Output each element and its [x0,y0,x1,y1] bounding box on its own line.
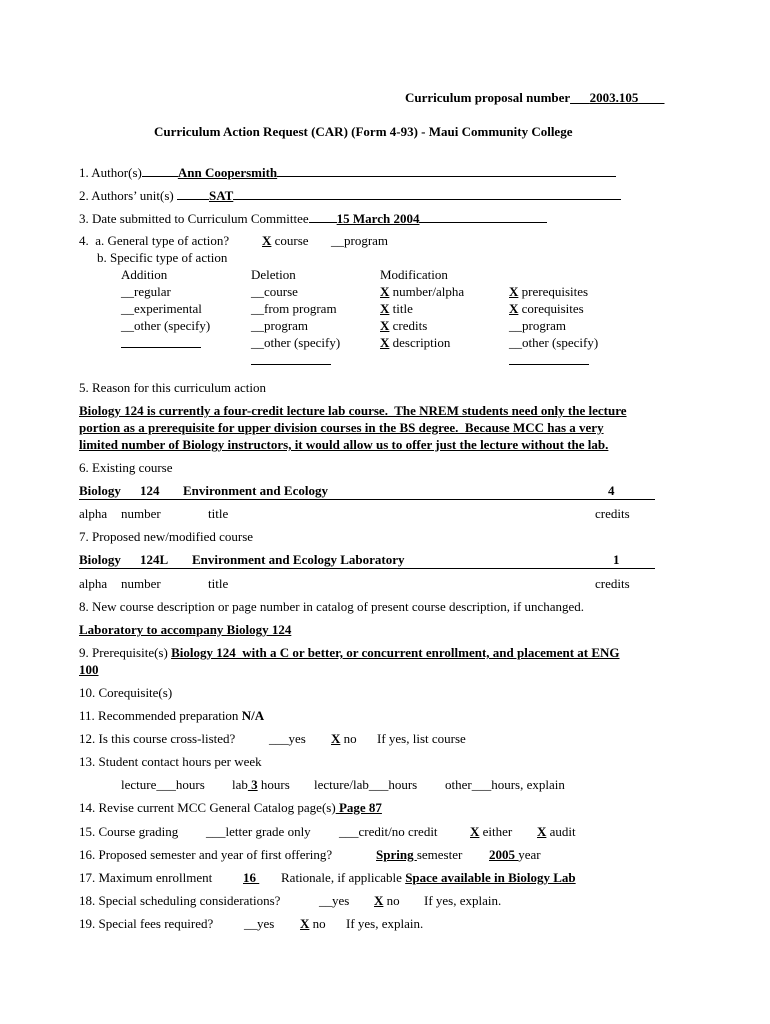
deletion-item: __other (specify) [251,335,341,350]
caption-alpha: alpha [79,576,108,591]
proposal-number-label: Curriculum proposal number [405,90,571,105]
grading-letter: ___letter grade only [206,824,311,839]
caption-title: title [208,506,229,521]
q4a-course: X course [262,233,309,248]
q19-yes: __yes [244,916,275,931]
semester-value: Spring semester [376,847,463,862]
deletion-item: __from program [251,301,337,316]
q2-line [79,187,621,204]
q14-line: 14. Revise current MCC General Catalog page(s) Page 87 [79,800,382,815]
col4-item: X corequisites [509,301,584,316]
q1-label: 1. Author(s) [79,165,142,180]
other-hours: other___hours, explain [445,777,565,792]
grading-either: X either [470,824,513,839]
q18-tail: If yes, explain. [424,893,502,908]
reason-line: portion as a prerequisite for upper division courses in the BS degree. Because MCC has a very [79,420,604,435]
caption-number: number [121,506,161,521]
col4-blank [509,352,589,369]
proposal-number-line [405,90,664,106]
deletion-item: __program [251,318,309,333]
addition-blank [121,335,201,352]
lecture-hours: lecture___hours [121,777,205,792]
q8-value: Laboratory to accompany Biology 124 [79,622,292,637]
modification-item: X description [380,335,451,350]
q6-label: 6. Existing course [79,460,173,475]
q10-label: 10. Corequisite(s) [79,685,173,700]
col4-program: __program [509,318,567,333]
proposed-title: Environment and Ecology Laboratory [192,552,405,567]
proposed-alpha: Biology [79,552,121,567]
modification-item: X credits [380,318,428,333]
q19-no: X no [300,916,326,931]
modification-head: Modification [380,267,448,282]
q15-label: 15. Course grading [79,824,179,839]
modification-item: X number/alpha [380,284,465,299]
q18-no: X no [374,893,400,908]
unit-value: SAT [208,188,234,203]
prerequisite-value-cont: 100 [79,662,99,677]
q18-yes: __yes [319,893,350,908]
q5-label: 5. Reason for this curriculum action [79,380,267,395]
q2-label: 2. Authors’ unit(s) [79,188,177,203]
q19-tail: If yes, explain. [346,916,424,931]
proposed-credits: 1 [613,552,620,567]
q3-label: 3. Date submitted to Curriculum Committee [79,211,309,226]
rationale-value: Space available in Biology Lab [405,870,576,885]
q4b-label: b. Specific type of action [97,250,228,265]
addition-head: Addition [121,267,168,282]
lecture-lab-hours: lecture/lab___hours [314,777,418,792]
q7-label: 7. Proposed new/modified course [79,529,254,544]
existing-title: Environment and Ecology [183,483,328,498]
prerequisite-value: Biology 124 with a C or better, or concurrent enrollment, and placement at ENG [171,645,620,660]
caption-title: title [208,576,229,591]
caption-number: number [121,576,161,591]
q12-no: X no [331,731,357,746]
existing-alpha: Biology [79,483,121,498]
q12-label: 12. Is this course cross-listed? [79,731,236,746]
q9-label: 9. Prerequisite(s) [79,645,172,660]
caption-alpha: alpha [79,506,108,521]
form-title: Curriculum Action Request (CAR) (Form 4-93) - Maui Community College [154,124,573,139]
modification-item: X title [380,301,413,316]
q8-label: 8. New course description or page number in catalog of present course description, if unchanged. [79,599,585,614]
q3-line [79,210,547,227]
reason-line: limited number of Biology instructors, it would allow us to offer just the lecture without the lab. [79,437,609,452]
q13-label: 13. Student contact hours per week [79,754,262,769]
proposed-number: 124L [140,552,169,567]
caption-credits: credits [595,506,630,521]
q9-line [79,645,620,661]
q11-line: 11. Recommended preparation N/A [79,708,265,723]
existing-number: 124 [140,483,160,498]
q4a-program: __program [331,233,389,248]
q4a-label: 4. a. General type of action? [79,233,230,248]
q1-line [79,164,616,181]
author-value: Ann Coopersmith [177,165,278,180]
proposal-number-value: ___2003.105____ [570,90,665,105]
year-value: 2005 year [489,847,541,862]
deletion-head: Deletion [251,267,296,282]
grading-audit: X audit [537,824,576,839]
existing-course-line [79,483,655,500]
q19-label: 19. Special fees required? [79,916,214,931]
recommended-prep-value: N/A [241,708,265,723]
existing-credits: 4 [608,483,615,498]
col4-item: X prerequisites [509,284,589,299]
reason-line: Biology 124 is currently a four-credit lecture lab course. The NREM students need only the lecture [79,403,627,418]
rationale-line: Rationale, if applicable Space available in Biology Lab [281,870,576,885]
col4-other: __other (specify) [509,335,599,350]
catalog-page-value: Page 87 [335,800,382,815]
deletion-blank [251,352,331,369]
caption-credits: credits [595,576,630,591]
q17-label: 17. Maximum enrollment [79,870,213,885]
addition-item: __experimental [121,301,202,316]
deletion-item: __course [251,284,298,299]
addition-item: __regular [121,284,171,299]
q18-label: 18. Special scheduling considerations? [79,893,281,908]
addition-item: __other (specify) [121,318,211,333]
q12-tail: If yes, list course [377,731,466,746]
lab-hours: lab 3 hours [232,777,290,792]
q16-label: 16. Proposed semester and year of first offering? [79,847,333,862]
max-enrollment-value: 16 [243,870,260,885]
date-value: 15 March 2004 [336,211,420,226]
q12-yes: ___yes [269,731,306,746]
grading-credit: ___credit/no credit [339,824,438,839]
